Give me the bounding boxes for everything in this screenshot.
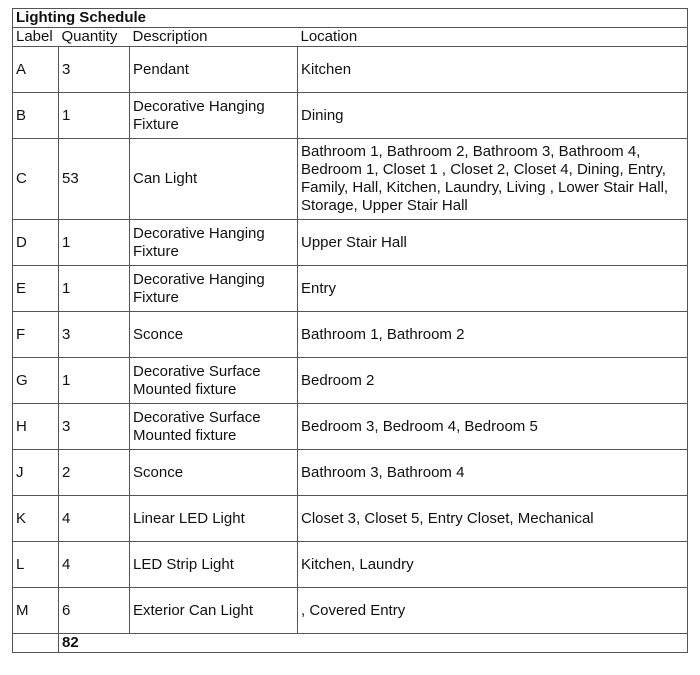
column-header-label: Label bbox=[13, 28, 59, 47]
table-row bbox=[13, 93, 688, 139]
cell-quantity: 4 bbox=[59, 496, 130, 542]
cell-quantity: 53 bbox=[59, 139, 130, 220]
cell-location: Bathroom 1, Bathroom 2 bbox=[298, 312, 688, 358]
cell-label: E bbox=[13, 266, 59, 312]
cell-location: Upper Stair Hall bbox=[298, 220, 688, 266]
table-row bbox=[13, 450, 688, 496]
cell-description: Can Light bbox=[130, 139, 298, 220]
header-row bbox=[13, 28, 688, 47]
cell-description: Decorative Surface Mounted fixture bbox=[130, 358, 298, 404]
table-row bbox=[13, 404, 688, 450]
total-blank-cell bbox=[13, 634, 59, 653]
cell-description: Sconce bbox=[130, 312, 298, 358]
cell-quantity: 1 bbox=[59, 93, 130, 139]
table-row bbox=[13, 220, 688, 266]
cell-label: H bbox=[13, 404, 59, 450]
title-row bbox=[13, 9, 688, 28]
cell-label: G bbox=[13, 358, 59, 404]
cell-location: Kitchen, Laundry bbox=[298, 542, 688, 588]
table-row bbox=[13, 266, 688, 312]
table-row bbox=[13, 139, 688, 220]
cell-label: J bbox=[13, 450, 59, 496]
cell-description: Pendant bbox=[130, 47, 298, 93]
cell-description: LED Strip Light bbox=[130, 542, 298, 588]
cell-label: L bbox=[13, 542, 59, 588]
cell-location: Dining bbox=[298, 93, 688, 139]
cell-label: F bbox=[13, 312, 59, 358]
cell-label: K bbox=[13, 496, 59, 542]
cell-location: Bathroom 1, Bathroom 2, Bathroom 3, Bathroom 4, Bedroom 1, Closet 1 , Closet 2, Closet 4, Dining, Entry, Family, Hall, Kitchen, Laundry, Living , Lower Stair Hall, Storage, Upper Stair Hall bbox=[298, 139, 688, 220]
cell-label: M bbox=[13, 588, 59, 634]
cell-location: Bathroom 3, Bathroom 4 bbox=[298, 450, 688, 496]
cell-location: Entry bbox=[298, 266, 688, 312]
cell-quantity: 1 bbox=[59, 358, 130, 404]
cell-description: Linear LED Light bbox=[130, 496, 298, 542]
cell-location: Bedroom 3, Bedroom 4, Bedroom 5 bbox=[298, 404, 688, 450]
column-header-location: Location bbox=[298, 28, 688, 47]
table-row bbox=[13, 358, 688, 404]
cell-description: Decorative Hanging Fixture bbox=[130, 220, 298, 266]
cell-quantity: 2 bbox=[59, 450, 130, 496]
column-header-description: Description bbox=[130, 28, 298, 47]
cell-quantity: 3 bbox=[59, 47, 130, 93]
table-row bbox=[13, 312, 688, 358]
cell-location: Bedroom 2 bbox=[298, 358, 688, 404]
cell-description: Decorative Surface Mounted fixture bbox=[130, 404, 298, 450]
cell-quantity: 3 bbox=[59, 404, 130, 450]
cell-label: C bbox=[13, 139, 59, 220]
cell-quantity: 6 bbox=[59, 588, 130, 634]
table-row bbox=[13, 542, 688, 588]
total-row bbox=[13, 634, 688, 653]
cell-quantity: 1 bbox=[59, 266, 130, 312]
cell-label: D bbox=[13, 220, 59, 266]
total-quantity: 82 bbox=[59, 634, 688, 653]
cell-quantity: 1 bbox=[59, 220, 130, 266]
cell-description: Decorative Hanging Fixture bbox=[130, 93, 298, 139]
table-row bbox=[13, 588, 688, 634]
cell-location: Closet 3, Closet 5, Entry Closet, Mechanical bbox=[298, 496, 688, 542]
cell-label: B bbox=[13, 93, 59, 139]
cell-quantity: 4 bbox=[59, 542, 130, 588]
schedule-title: Lighting Schedule bbox=[13, 9, 688, 28]
cell-description: Decorative Hanging Fixture bbox=[130, 266, 298, 312]
cell-location: Kitchen bbox=[298, 47, 688, 93]
cell-description: Sconce bbox=[130, 450, 298, 496]
cell-label: A bbox=[13, 47, 59, 93]
table-row bbox=[13, 496, 688, 542]
column-header-quantity: Quantity bbox=[59, 28, 130, 47]
table-row bbox=[13, 47, 688, 93]
lighting-schedule-table bbox=[12, 8, 688, 653]
cell-location: , Covered Entry bbox=[298, 588, 688, 634]
cell-description: Exterior Can Light bbox=[130, 588, 298, 634]
cell-quantity: 3 bbox=[59, 312, 130, 358]
